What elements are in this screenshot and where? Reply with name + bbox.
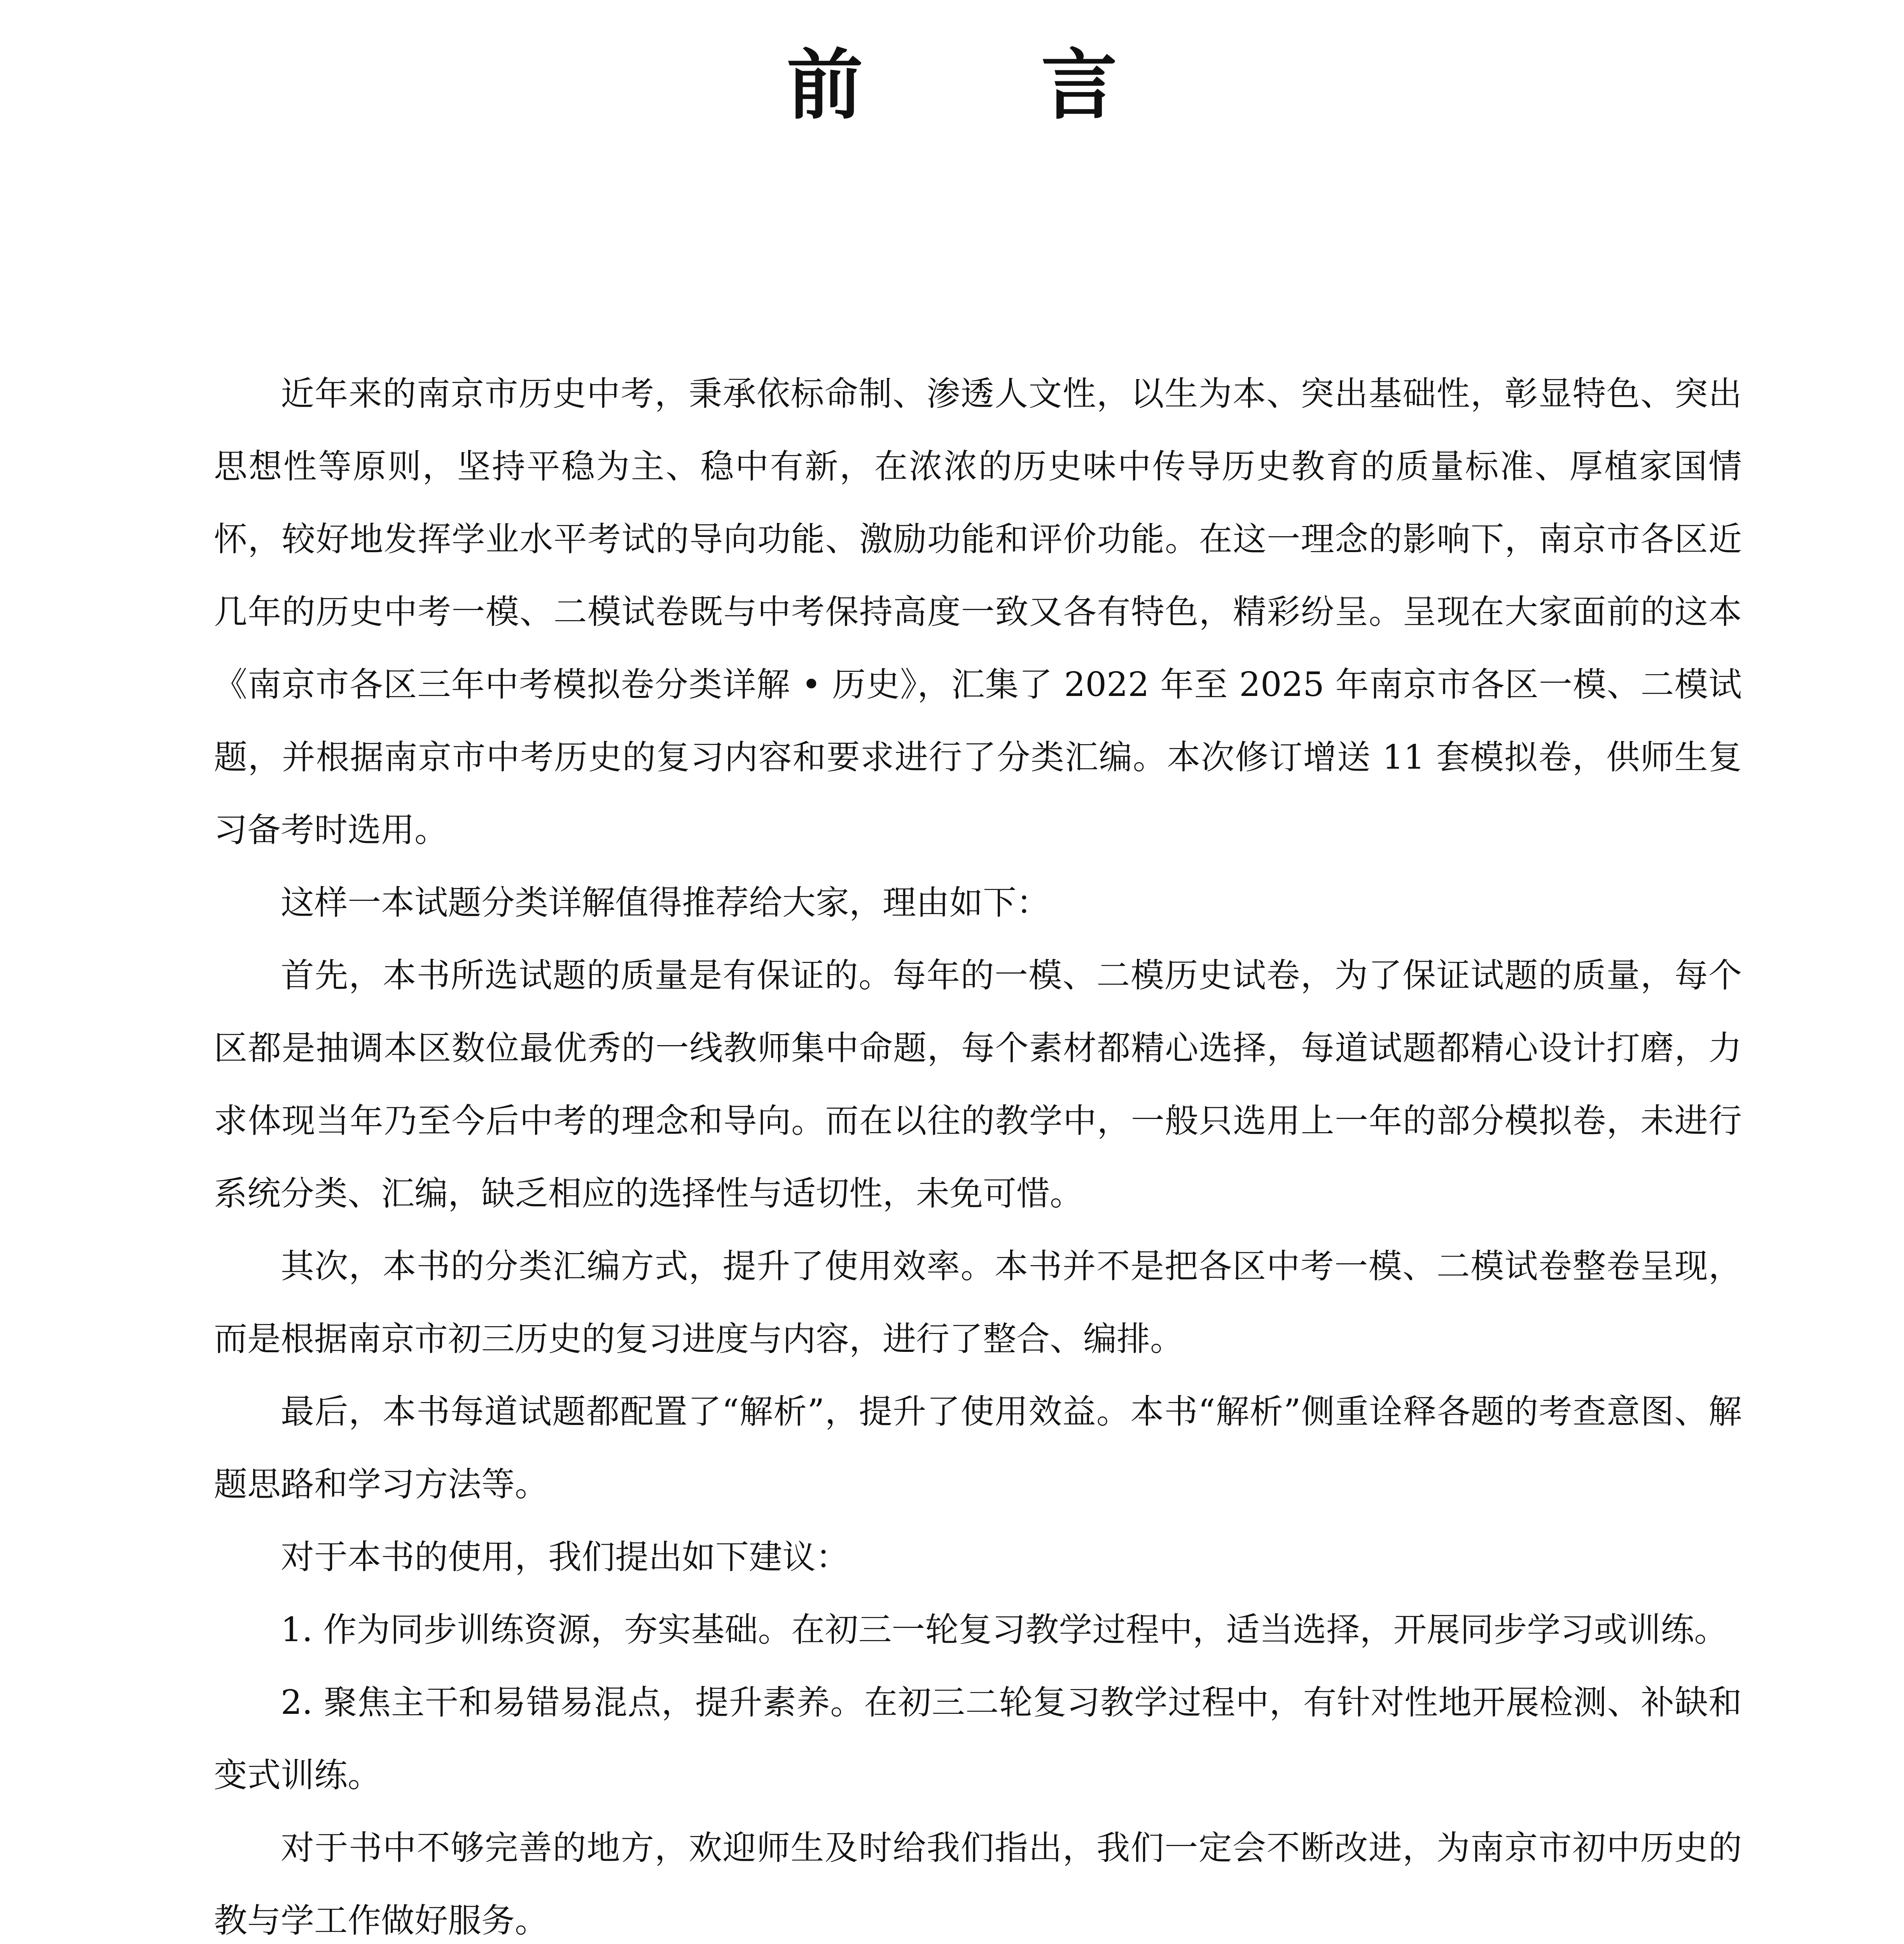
paragraph-suggestion-1: 1. 作为同步训练资源，夯实基础。在初三一轮复习教学过程中，适当选择，开展同步学习或训练。 bbox=[281, 1610, 1728, 1649]
paragraph-closing: 对于书中不够完善的地方，欢迎师生及时给我们指出，我们一定会不断改进，为南京市初中历史的教与学工作做好服务。 bbox=[214, 1829, 1742, 1940]
paragraph-suggestions-lead: 对于本书的使用，我们提出如下建议： bbox=[281, 1538, 849, 1577]
page-title: 前 言 bbox=[787, 41, 1193, 130]
paragraph-intro: 近年来的南京市历史中考，秉承依标命制、渗透人文性，以生为本、突出基础性，彰显特色、突出思想性等原则，坚持平稳为主、稳中有新，在浓浓的历史味中传导历史教育的质量标准、厚植家国情怀，较好地发挥学业水平考试的导向功能、激励功能和评价功能。在这一理念的影响下，南京市各区近几年的历史中考一模、二模试卷既与中考保持高度一致又各有特色，精彩纷呈。呈现在大家面前的这本《南京市各区三年中考模拟卷分类详解 • 历史》，汇集了 2022 年至 2025 年南京市各区一模、二模试题，并根据南京市中考历史的复习内容和要求进行了分类汇编。本次修订增送 11 套模拟卷，供师生复习备考时选用。 bbox=[214, 374, 1742, 850]
paragraph-reason-first: 首先，本书所选试题的质量是有保证的。每年的一模、二模历史试卷，为了保证试题的质量，每个区都是抽调本区数位最优秀的一线教师集中命题，每个素材都精心选择，每道试题都精心设计打磨，力求体现当年乃至今后中考的理念和导向。而在以往的教学中，一般只选用上一年的部分模拟卷，未进行系统分类、汇编，缺乏相应的选择性与适切性，未免可惜。 bbox=[214, 956, 1742, 1213]
paragraph-suggestion-2: 2. 聚焦主干和易错易混点，提升素养。在初三二轮复习教学过程中，有针对性地开展检测、补缺和变式训练。 bbox=[214, 1683, 1742, 1795]
paragraph-reasons-lead: 这样一本试题分类详解值得推荐给大家，理由如下： bbox=[281, 883, 1050, 922]
paragraph-reason-second: 其次，本书的分类汇编方式，提升了使用效率。本书并不是把各区中考一模、二模试卷整卷呈现，而是根据南京市初三历史的复习进度与内容，进行了整合、编排。 bbox=[214, 1247, 1742, 1358]
preface-body bbox=[214, 358, 1742, 1944]
paragraph-reason-last: 最后，本书每道试题都配置了“解析”，提升了使用效益。本书“解析”侧重诠释各题的考查意图、解题思路和学习方法等。 bbox=[214, 1392, 1742, 1504]
